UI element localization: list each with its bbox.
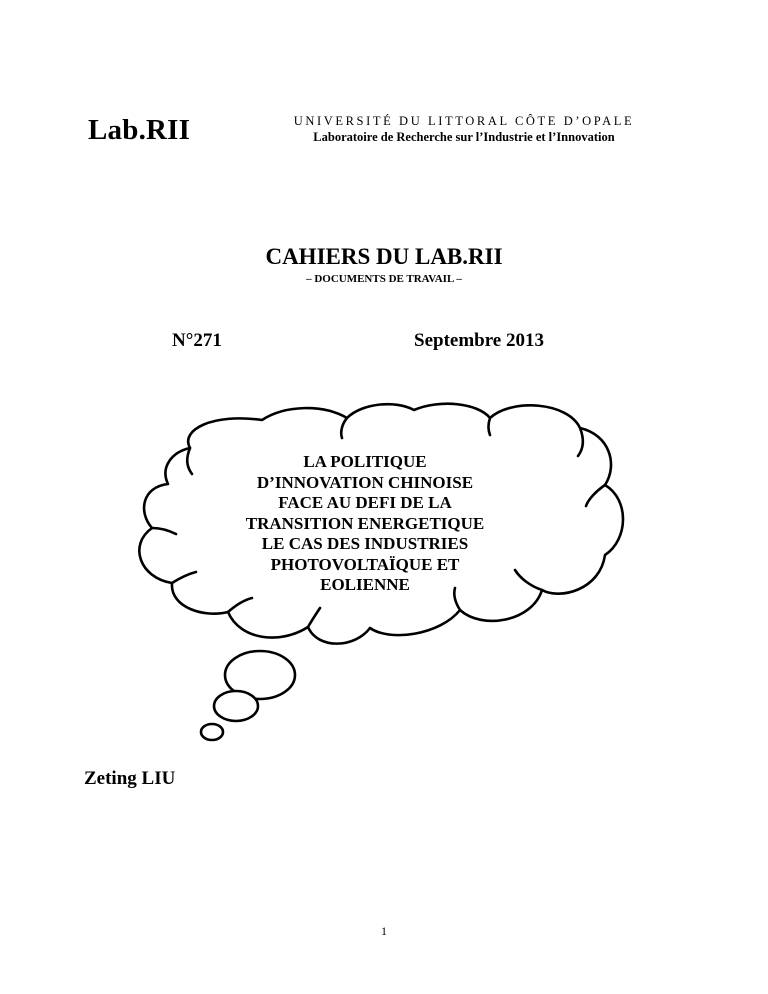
lab-logo: Lab.RII: [88, 114, 191, 146]
issue-date: Septembre 2013: [414, 330, 544, 351]
thought-bubble-small: [201, 724, 223, 740]
paper-title-line: LA POLITIQUE: [303, 452, 427, 471]
issue-number: N°271: [172, 330, 222, 351]
paper-title-line: TRANSITION ENERGETIQUE: [245, 513, 485, 533]
laboratory-name: Laboratoire de Recherche sur l’Industrie et l’Innovation: [313, 130, 615, 144]
series-subtitle: – DOCUMENTS DE TRAVAIL –: [306, 273, 462, 285]
university-name: UNIVERSITÉ DU LITTORAL CÔTE D’OPALE: [293, 114, 635, 128]
paper-title-line: LE CAS DES INDUSTRIES: [261, 534, 469, 553]
series-title: CAHIERS DU LAB.RII: [265, 244, 503, 269]
page-number: 1: [381, 924, 387, 938]
author-name: Zeting LIU: [84, 768, 176, 789]
thought-bubble-medium: [214, 691, 258, 721]
paper-title-line: D’INNOVATION CHINOISE: [256, 472, 474, 492]
paper-title-line: FACE AU DEFI DE LA: [278, 493, 452, 512]
paper-title: [200, 452, 530, 596]
paper-title-line: PHOTOVOLTAÏQUE ET: [270, 554, 460, 574]
paper-title-line: EOLIENNE: [320, 575, 410, 594]
